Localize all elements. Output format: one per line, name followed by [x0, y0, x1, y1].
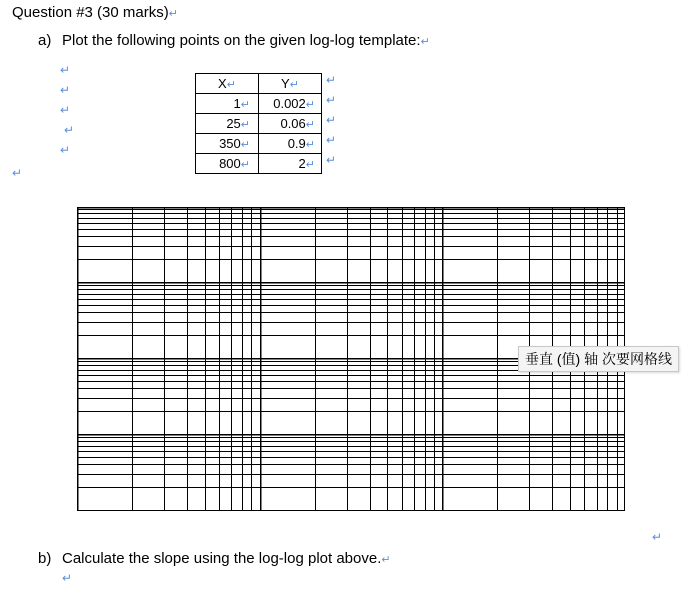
cell-x: 800↵ — [196, 154, 259, 174]
cell-y: 2↵ — [259, 154, 322, 174]
paragraph-marks-left: ↵ ↵ ↵ ↵ ↵ — [60, 63, 75, 157]
cell-y: 0.9↵ — [259, 134, 322, 154]
table-header-row — [196, 74, 322, 94]
cell-x: 1↵ — [196, 94, 259, 114]
part-a-text: Plot the following points on the given log-log template: — [62, 32, 421, 49]
paragraph-marks-right: ↵ ↵ ↵ ↵ ↵ — [326, 73, 337, 167]
part-a-label: a) — [38, 32, 52, 49]
table-row — [196, 154, 322, 174]
points-table — [195, 73, 322, 174]
table-row — [196, 114, 322, 134]
part-a-prompt: a) Plot the following points on the given log-log template:↵ — [38, 32, 430, 49]
part-b-label: b) — [38, 550, 52, 567]
header-y: Y↵ — [259, 74, 322, 94]
part-b-text: Calculate the slope using the log-log plot above. — [62, 550, 382, 567]
paragraph-mark: ↵ — [62, 571, 73, 585]
question-title: Question #3 (30 marks)↵ — [12, 4, 178, 21]
table-row — [196, 94, 322, 114]
cell-y: 0.06↵ — [259, 114, 322, 134]
cell-x: 25↵ — [196, 114, 259, 134]
part-b-prompt: b) Calculate the slope using the log-log plot above.↵ — [38, 550, 391, 567]
table-row — [196, 134, 322, 154]
cell-y: 0.002↵ — [259, 94, 322, 114]
paragraph-mark: ↵ — [12, 166, 23, 180]
cell-x: 350↵ — [196, 134, 259, 154]
header-x: X↵ — [196, 74, 259, 94]
paragraph-mark: ↵ — [652, 530, 663, 544]
gridline-tooltip: 垂直 (值) 轴 次要网格线 — [518, 346, 679, 372]
